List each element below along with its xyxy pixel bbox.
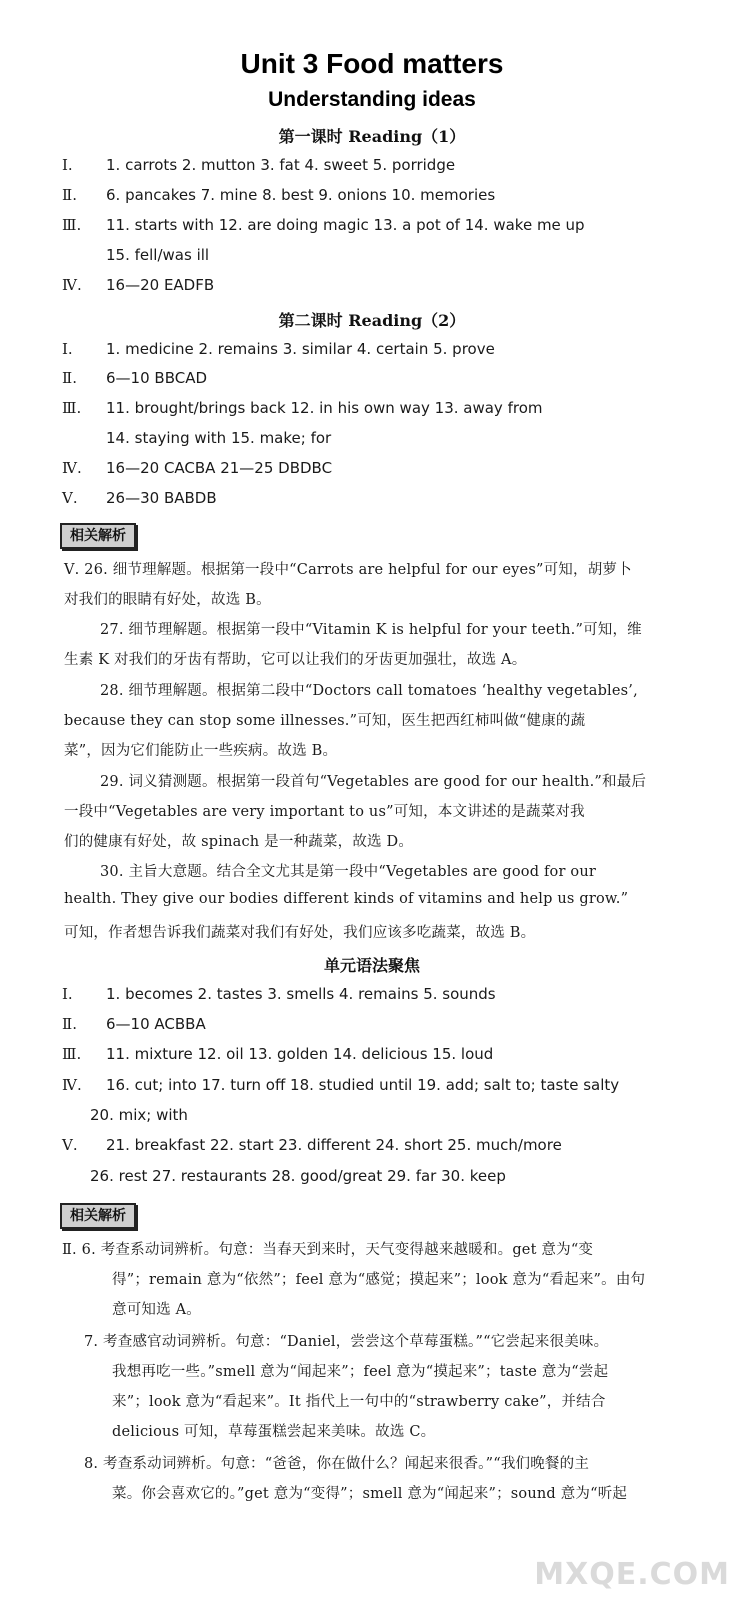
section-number: Ⅰ. bbox=[62, 156, 73, 174]
analysis-line: 我想再吃一些。”smell 意为“闻起来”；feel 意为“摸起来”；taste 意为“尝起 bbox=[112, 1364, 609, 1380]
answer-line: 15. fell/was ill bbox=[106, 246, 210, 264]
answer-line: Ⅰ. 1. carrots 2. mutton 3. fat 4. sweet 5. porridge bbox=[62, 156, 456, 174]
answer-line: Ⅳ. 16. cut; into 17. turn off 18. studied until 19. add; salt to; taste salty bbox=[62, 1076, 620, 1094]
answer-line: Ⅱ. 6—10 BBCAD bbox=[62, 369, 208, 387]
unit-title: Unit 3 Food matters bbox=[240, 48, 504, 79]
analysis-line: 们的健康有好处，故 spinach 是一种蔬菜，故选 D。 bbox=[64, 834, 414, 850]
section-number: Ⅰ. bbox=[62, 340, 73, 358]
answer-line: 20. mix; with bbox=[90, 1106, 188, 1124]
section-number: Ⅲ. bbox=[62, 1045, 82, 1063]
analysis-line: health. They give our bodies different kinds of vitamins and help us grow.” bbox=[64, 891, 629, 907]
grammar-heading: 单元语法聚焦 bbox=[323, 956, 420, 975]
analysis-line: 生素 K 对我们的牙齿有帮助，它可以让我们的牙齿更加强壮，故选 A。 bbox=[64, 652, 527, 668]
answer-line: Ⅰ. 1. becomes 2. tastes 3. smells 4. remains 5. sounds bbox=[62, 985, 496, 1003]
section-number: Ⅱ. bbox=[62, 369, 77, 387]
analysis-line: because they can stop some illnesses.”可知，医生把西红柿叫做“健康的蔬 bbox=[64, 713, 586, 729]
section-number: Ⅱ. bbox=[62, 186, 77, 204]
answer-line: Ⅲ. 11. starts with 12. are doing magic 13. a pot of 14. wake me up bbox=[62, 216, 585, 234]
section-number: Ⅴ. bbox=[62, 1136, 78, 1154]
answer-line: Ⅲ. 11. mixture 12. oil 13. golden 14. delicious 15. loud bbox=[62, 1045, 494, 1063]
analysis-line: Ⅱ. 6. 考查系动词辨析。句意：当春天到来时，天气变得越来越暖和。get 意为“变 bbox=[62, 1242, 594, 1258]
answer-line: Ⅴ. 26—30 BABDB bbox=[62, 489, 217, 507]
analysis-line: Ⅴ. 26. 细节理解题。根据第一段中“Carrots are helpful for our eyes”可知，胡萝卜 bbox=[64, 562, 632, 578]
section-number: Ⅳ. bbox=[62, 1076, 82, 1094]
watermark: MXQE.COM bbox=[534, 1557, 730, 1592]
analysis-line: 对我们的眼睛有好处，故选 B。 bbox=[64, 592, 271, 608]
analysis-line: 菜。你会喜欢它的。”get 意为“变得”；smell 意为“闻起来”；sound 意为“听起 bbox=[112, 1486, 628, 1502]
answer-line: Ⅱ. 6—10 ACBBA bbox=[62, 1015, 206, 1033]
unit-subtitle: Understanding ideas bbox=[268, 88, 476, 111]
analysis-line: 8. 考查系动词辨析。句意：“爸爸，你在做什么？闻起来很香。”“我们晚餐的主 bbox=[84, 1456, 590, 1472]
section-number: Ⅳ. bbox=[62, 276, 82, 294]
analysis-line: 7. 考查感官动词辨析。句意：“Daniel，尝尝这个草莓蛋糕。”“它尝起来很美味。 bbox=[84, 1334, 609, 1350]
answer-line: Ⅲ. 11. brought/brings back 12. in his own way 13. away from bbox=[62, 399, 543, 417]
lesson1-heading: 第一课时 Reading（1） bbox=[278, 127, 466, 146]
analysis-line: delicious 可知，草莓蛋糕尝起来美味。故选 C。 bbox=[112, 1424, 436, 1440]
section-number: Ⅴ. bbox=[62, 489, 78, 507]
section-number: Ⅱ. bbox=[62, 1015, 77, 1033]
lesson2-heading: 第二课时 Reading（2） bbox=[278, 311, 466, 330]
analysis-line: 一段中“Vegetables are very important to us”可知，本文讲述的是蔬菜对我 bbox=[64, 804, 585, 820]
answer-line: Ⅳ. 16—20 EADFB bbox=[62, 276, 215, 294]
analysis-line: 来”；look 意为“看起来”。It 指代上一句中的“strawberry cake”，并结合 bbox=[112, 1394, 606, 1410]
analysis-tag: 相关解析 bbox=[60, 1203, 136, 1229]
answer-line: Ⅰ. 1. medicine 2. remains 3. similar 4. certain 5. prove bbox=[62, 340, 495, 358]
section-number: Ⅰ. bbox=[62, 985, 73, 1003]
analysis-line: 29. 词义猜测题。根据第一段首句“Vegetables are good for our health.”和最后 bbox=[100, 774, 647, 790]
analysis-line: 28. 细节理解题。根据第二段中“Doctors call tomatoes ‘healthy vegetables’, bbox=[100, 683, 638, 699]
analysis-line: 得”；remain 意为“依然”；feel 意为“感觉；摸起来”；look 意为“看起来”。由句 bbox=[112, 1272, 646, 1288]
analysis-line: 意可知选 A。 bbox=[112, 1302, 201, 1318]
section-number: Ⅲ. bbox=[62, 216, 82, 234]
answer-line: Ⅱ. 6. pancakes 7. mine 8. best 9. onions 10. memories bbox=[62, 186, 496, 204]
answer-line: Ⅴ. 21. breakfast 22. start 23. different 24. short 25. much/more bbox=[62, 1136, 562, 1154]
analysis-line: 菜”，因为它们能防止一些疾病。故选 B。 bbox=[64, 743, 338, 759]
analysis-line: 30. 主旨大意题。结合全文尤其是第一段中“Vegetables are good for our bbox=[100, 864, 597, 880]
answer-line: Ⅳ. 16—20 CACBA 21—25 DBDBC bbox=[62, 459, 333, 477]
analysis-tag: 相关解析 bbox=[60, 523, 136, 549]
analysis-line: 27. 细节理解题。根据第一段中“Vitamin K is helpful for your teeth.”可知，维 bbox=[100, 622, 642, 638]
section-number: Ⅳ. bbox=[62, 459, 82, 477]
answer-line: 14. staying with 15. make; for bbox=[106, 429, 332, 447]
analysis-line: 可知，作者想告诉我们蔬菜对我们有好处，我们应该多吃蔬菜，故选 B。 bbox=[64, 925, 536, 941]
answer-line: 26. rest 27. restaurants 28. good/great 29. far 30. keep bbox=[90, 1167, 506, 1185]
section-number: Ⅲ. bbox=[62, 399, 82, 417]
